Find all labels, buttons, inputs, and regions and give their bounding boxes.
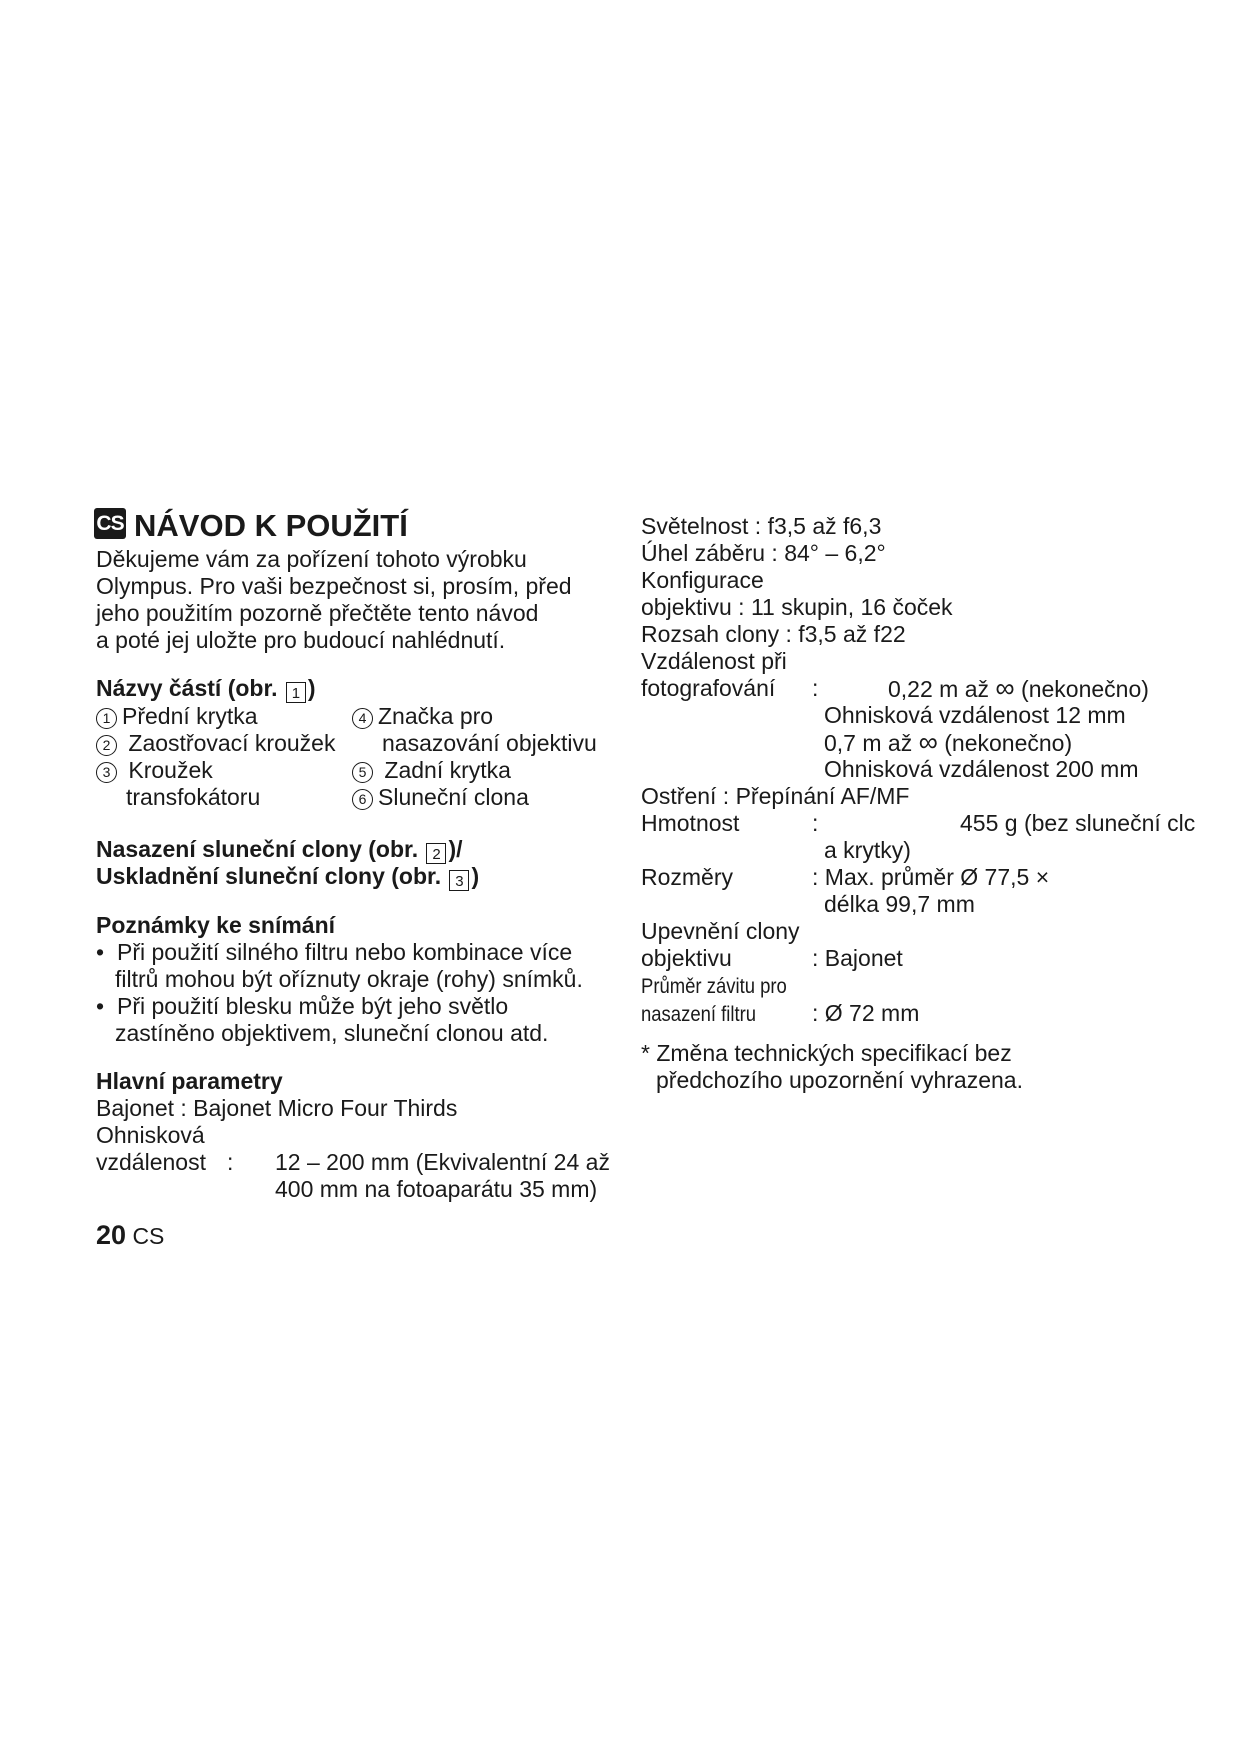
spec-dims-label: Rozměry — [641, 864, 734, 890]
spec-distance-value — [824, 729, 1072, 757]
intro-line: a poté jej uložte pro budoucí nahlédnutí. — [96, 627, 506, 653]
note-bullet: • — [96, 993, 105, 1019]
spec-colon: : — [812, 675, 819, 701]
circled-number: 6 — [352, 789, 373, 810]
circled-number: 3 — [96, 762, 117, 783]
title-text: NÁVOD K POUŽITÍ — [134, 508, 408, 543]
intro-line: jeho použitím pozorně přečtěte tento návod — [96, 600, 539, 626]
hood-heading-1 — [96, 836, 463, 864]
distance-text-end: (nekonečno) — [944, 730, 1073, 756]
parts-heading — [96, 675, 316, 703]
spec-config-label: Konfigurace — [641, 567, 764, 593]
spec-angle: Úhel záběru : 84° – 6,2° — [641, 540, 886, 566]
figure-ref-3: 3 — [449, 870, 469, 891]
note-bullet: • — [96, 939, 105, 965]
part-item-6 — [352, 784, 529, 811]
spec-dims-value-cont: délka 99,7 mm — [824, 891, 975, 917]
part-item-4-cont: nasazování objektivu — [382, 730, 597, 756]
part-label: Sluneční clona — [378, 784, 529, 810]
spec-distance-note: Ohnisková vzdálenost 200 mm — [824, 756, 1139, 782]
infinity-icon: ∞ — [995, 673, 1015, 703]
spec-filter-label — [641, 972, 807, 1000]
part-label: Zaostřovací kroužek — [128, 730, 336, 756]
circled-number: 2 — [96, 735, 117, 756]
spec-distance-label: fotografování — [641, 675, 776, 701]
part-item-1 — [96, 703, 258, 730]
intro-line: Olympus. Pro vaši bezpečnost si, prosím, před — [96, 573, 572, 599]
spec-distance-value — [888, 675, 1149, 703]
part-label: Zadní krytka — [384, 757, 511, 783]
spec-focal-label: vzdálenost — [96, 1149, 206, 1175]
distance-text: 0,7 m až — [824, 730, 913, 756]
spec-colon: : — [812, 810, 819, 836]
specs-heading: Hlavní parametry — [96, 1068, 283, 1094]
spec-hood-value: : Bajonet — [812, 945, 903, 971]
part-label: Kroužek — [128, 757, 213, 783]
spec-aperture: Světelnost : f3,5 až f6,3 — [641, 513, 882, 539]
hood-heading-end: )/ — [448, 836, 463, 862]
intro-line: Děkujeme vám za pořízení tohoto výrobku — [96, 546, 527, 572]
spec-focal-value: 400 mm na fotoaparátu 35 mm) — [275, 1176, 598, 1202]
spec-weight-label: Hmotnost — [641, 810, 740, 836]
infinity-icon: ∞ — [918, 727, 938, 757]
notes-heading: Poznámky ke snímání — [96, 912, 336, 938]
figure-ref-2: 2 — [426, 843, 446, 864]
part-item-5 — [352, 757, 511, 784]
language-badge: CS — [94, 508, 126, 539]
spec-hood-label: Upevnění clony — [641, 918, 800, 944]
spec-colon: : — [227, 1149, 234, 1175]
filter-label-text: nasazení filtru — [641, 1003, 757, 1026]
circled-number: 5 — [352, 762, 373, 783]
spec-dims-value: : Max. průměr Ø 77,5 × — [812, 864, 1050, 890]
hood-heading-2 — [96, 863, 479, 891]
parts-heading-text: Názvy částí (obr. — [96, 675, 284, 701]
note-line: filtrů mohou být oříznuty okraje (rohy) snímků. — [115, 966, 583, 992]
spec-distance-label: Vzdálenost při — [641, 648, 787, 674]
page-title — [94, 508, 408, 544]
parts-heading-end: ) — [307, 675, 316, 701]
part-item-4 — [352, 703, 493, 730]
note-line: Při použití blesku může být jeho světlo — [117, 993, 509, 1019]
note-line: zastíněno objektivem, sluneční clonou atd. — [115, 1020, 549, 1046]
spec-hood-label: objektivu — [641, 945, 732, 971]
spec-filter-value: : Ø 72 mm — [812, 1000, 920, 1026]
distance-text: 0,22 m až — [888, 676, 989, 702]
spec-weight-value-cont: a krytky) — [824, 837, 911, 863]
spec-mount: Bajonet : Bajonet Micro Four Thirds — [96, 1095, 458, 1121]
part-label: Značka pro — [378, 703, 494, 729]
distance-text-end: (nekonečno) — [1021, 676, 1149, 702]
filter-label-text: Průměr závitu pro — [641, 975, 787, 998]
footnote: * Změna technických specifikací bez — [641, 1040, 1012, 1066]
page-language: CS — [132, 1223, 165, 1249]
spec-focal-value: 12 – 200 mm (Ekvivalentní 24 až — [275, 1149, 610, 1175]
spec-focus: Ostření : Přepínání AF/MF — [641, 783, 910, 809]
part-item-3 — [96, 757, 213, 784]
hood-heading-text: Nasazení sluneční clony (obr. — [96, 836, 425, 862]
hood-storage-end: ) — [471, 863, 480, 889]
footnote: předchozího upozornění vyhrazena. — [656, 1067, 1023, 1093]
part-label: Přední krytka — [122, 703, 258, 729]
spec-focal-label: Ohnisková — [96, 1122, 205, 1148]
part-item-2 — [96, 730, 335, 757]
spec-weight-value: 455 g (bez sluneční clc — [960, 810, 1196, 836]
spec-config: objektivu : 11 skupin, 16 čoček — [641, 594, 953, 620]
note-line: Při použití silného filtru nebo kombinace více — [117, 939, 573, 965]
figure-ref-1: 1 — [286, 682, 306, 703]
circled-number: 4 — [352, 708, 373, 729]
circled-number: 1 — [96, 708, 117, 729]
hood-storage-text: Uskladnění sluneční clony (obr. — [96, 863, 448, 889]
spec-range: Rozsah clony : f3,5 až f22 — [641, 621, 906, 647]
page-number: 20 — [96, 1220, 127, 1250]
page-footer — [96, 1222, 164, 1250]
spec-filter-label — [641, 1000, 772, 1028]
part-item-3-cont: transfokátoru — [126, 784, 261, 810]
spec-distance-note: Ohnisková vzdálenost 12 mm — [824, 702, 1126, 728]
